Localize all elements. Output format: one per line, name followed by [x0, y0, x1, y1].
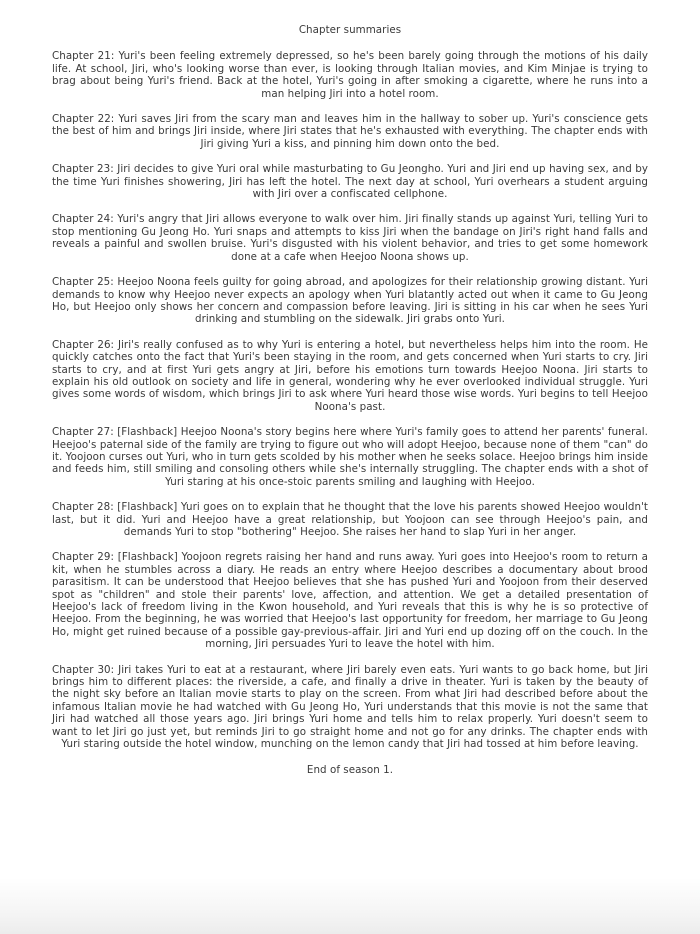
chapter-text: Yuri's angry that Jiri allows everyone to walk over him. Jiri finally stands up against Yuri, telling Yuri to stop mentioning Gu Jeong Ho. Yuri snaps and attempts to kiss Jiri when the bandage on Jiri's right hand falls and reveals a painful and swollen bruise. Yuri's disgusted with his violent behavior, and tries to get some homework done at a cafe when Heejoo Noona shows up. [52, 213, 649, 263]
chapter-25-summary [50, 276, 650, 326]
chapter-summaries-content [50, 24, 650, 776]
chapter-24-summary [50, 213, 650, 263]
chapter-label: Chapter 28: [52, 501, 114, 514]
chapter-text: [Flashback] Yoojoon regrets raising her hand and runs away. Yuri goes into Heejoo's room to return a kit, when he stumbles across a diary. He reads an entry where Heejoo describes a documentary about brood parasitism. It can be understood that Heejoo believes that she has pushed Yuri and Yoojoon from their deserved spot as "children" and stole their parents' love, affection, and attention. We get a detailed presentation of Heejoo's lack of freedom living in the Kwon household, and Yuri reveals that this is why he is so protective of Heejoo. From the beginning, he was worried that Heejoo's last opportunity for freedom, her marriage to Gu Jeong Ho, might get ruined because of a possible gay-previous-affair. Jiri and Yuri end up dozing off on the couch. In the morning, Jiri persuades Yuri to leave the hotel with him. [52, 551, 648, 651]
chapter-23-summary [50, 163, 650, 200]
chapter-label: Chapter 22: [52, 113, 115, 126]
chapter-29-summary [50, 551, 650, 650]
chapter-26-summary [50, 339, 650, 413]
chapter-label: Chapter 26: [52, 338, 115, 351]
chapter-label: Chapter 25: [52, 276, 114, 289]
chapter-text: Jiri's really confused as to why Yuri is entering a hotel, but nevertheless helps him into the room. He quickly catches onto the fact that Yuri's been staying in the room, and gets concerned when Yuri starts to cry. Jiri starts to cry, and at first Yuri gets angry at Jiri, before his emotions turn towards Heejoo Noona. Jiri starts to explain his old outlook on society and life in general, wondering why he ever overlooked individual struggle. Yuri gives some words of wisdom, which brings Jiri to ask where Yuri heard those wise words. Yuri begins to tell Heejoo Noona's past. [52, 338, 649, 413]
chapter-text: Jiri takes Yuri to eat at a restaurant, where Jiri barely even eats. Yuri wants to go back home, but Jiri brings him to different places: the riverside, a cafe, and finally a drive in theater. Yuri is taken by the beauty of the night sky before an Italian movie starts to play on the screen. From what Jiri had described before about the infamous Italian movie he had watched with Gu Jeong Ho, Yuri understands that this movie is not the same that Jiri had watched all those years ago. Jiri brings Yuri home and tells him to relax properly. Yuri doesn't seem to want to let Jiri go just yet, but reminds Jiri to go straight home and not go for any drinks. The chapter ends with Yuri staring outside the hotel window, munching on the lemon candy that Jiri had tossed at him before leaving. [52, 663, 649, 751]
chapter-label: Chapter 24: [52, 213, 114, 226]
chapter-text: [Flashback] Yuri goes on to explain that he thought that the love his parents showed Heejoo wouldn't last, but it did. Yuri and Heejoo have a great relationship, but Yoojoon can see through Heejoo's pain, and demands Yuri to stop "bothering" Heejoo. She raises her hand to slap Yuri in her anger. [52, 501, 649, 538]
chapter-label: Chapter 30: [52, 663, 115, 676]
chapter-text: Yuri saves Jiri from the scary man and leaves him in the hallway to sober up. Yuri's conscience gets the best of him and brings Jiri inside, where Jiri states that he's exhausted with everything. The chapter ends with Jiri giving Yuri a kiss, and pinning him down onto the bed. [52, 113, 648, 150]
chapter-text: Yuri's been feeling extremely depressed, so he's been barely going through the motions of his daily life. At school, Jiri, who's looking worse than ever, is looking through Italian movies, and Kim Minjae is trying to brag about being Yuri's friend. Back at the hotel, Yuri's going in after smoking a cigarette, where he runs into a man helping Jiri into a hotel room. [52, 50, 648, 100]
chapter-text: Jiri decides to give Yuri oral while masturbating to Gu Jeongho. Yuri and Jiri end up having sex, and by the time Yuri finishes showering, Jiri has left the hotel. The next day at school, Yuri overhears a student arguing with Jiri over a confiscated cellphone. [52, 163, 649, 201]
chapter-text: Heejoo Noona feels guilty for going abroad, and apologizes for their relationship growing distant. Yuri demands to know why Heejoo never expects an apology when Yuri blatantly acted out when it came to Gu Jeong Ho, but Heejoo only shows her concern and compassion before leaving. Jiri is sitting in his car when he sees Yuri drinking and stumbling on the sidewalk. Jiri grabs onto Yuri. [52, 276, 649, 326]
chapter-27-summary [50, 426, 650, 488]
chapter-21-summary [50, 50, 650, 100]
season-end-note: End of season 1. [306, 763, 394, 776]
chapter-28-summary [50, 501, 650, 538]
chapter-label: Chapter 29: [52, 551, 114, 564]
chapter-label: Chapter 27: [52, 426, 114, 439]
page-title: Chapter summaries [298, 24, 402, 36]
chapter-label: Chapter 23: [52, 163, 114, 176]
chapter-22-summary [50, 113, 650, 150]
chapter-30-summary [50, 664, 650, 751]
chapter-label: Chapter 21: [52, 50, 115, 63]
chapter-text: [Flashback] Heejoo Noona's story begins here where Yuri's family goes to attend her parents' funeral. Heejoo's paternal side of the family are trying to figure out who will adopt Heejoo, because none of them "can" do it. Yoojoon curses out Yuri, who in turn gets scolded by his mother when he seeks solace. Heejoo brings him inside and feeds him, still smiling and consoling others while she's internally struggling. The chapter ends with a shot of Yuri staring at his once-stoic parents smiling and laughing with Heejoo. [52, 426, 649, 488]
